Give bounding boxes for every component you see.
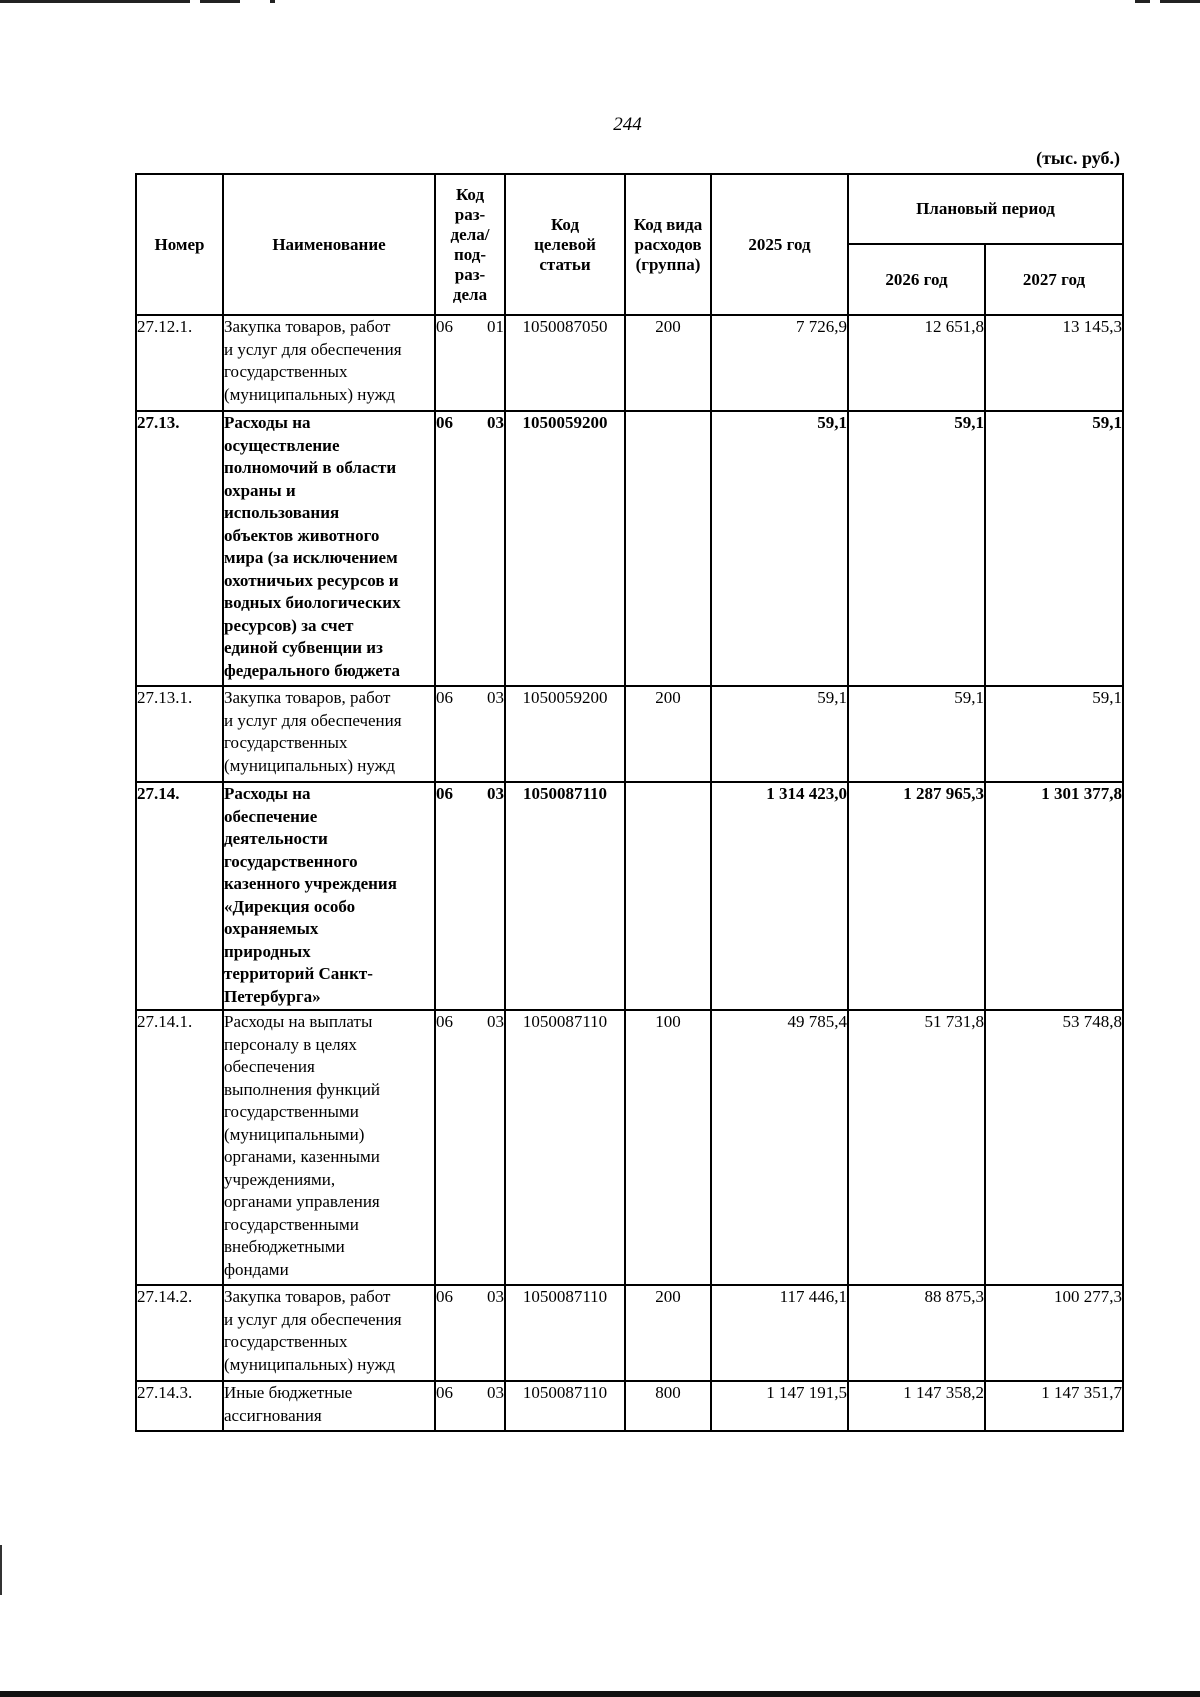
row-number: 27.14.1. <box>136 1010 223 1285</box>
row-value-2026: 88 875,3 <box>848 1285 985 1381</box>
table-row <box>136 315 1123 411</box>
row-subsection: 03 <box>487 413 504 432</box>
row-value-2025: 1 314 423,0 <box>711 782 848 1010</box>
row-number: 27.13. <box>136 411 223 686</box>
scan-edge-left <box>0 1545 2 1595</box>
row-value-2027: 13 145,3 <box>985 315 1123 411</box>
scan-edge-top <box>0 0 1200 3</box>
budget-table <box>135 173 1124 1432</box>
row-value-2026: 51 731,8 <box>848 1010 985 1285</box>
row-section-code <box>435 1010 505 1285</box>
row-subsection: 01 <box>487 317 504 336</box>
row-section-code <box>435 1285 505 1381</box>
header-article-code: Код целевой статьи <box>505 174 625 315</box>
header-section-code: Код раз- дела/ под- раз- дела <box>435 174 505 315</box>
row-name: Закупка товаров, работ и услуг для обеспечения государственных (муниципальных) нужд <box>223 315 435 411</box>
row-article-code: 1050087110 <box>505 1381 625 1431</box>
row-value-2026: 1 287 965,3 <box>848 782 985 1010</box>
row-section: 06 <box>436 688 453 707</box>
row-section: 06 <box>436 317 453 336</box>
row-value-2027: 1 147 351,7 <box>985 1381 1123 1431</box>
row-subsection: 03 <box>487 784 504 803</box>
row-section-code <box>435 315 505 411</box>
row-article-code: 1050087050 <box>505 315 625 411</box>
header-name: Наименование <box>223 174 435 315</box>
row-subsection: 03 <box>487 1383 504 1402</box>
header-number: Номер <box>136 174 223 315</box>
scan-edge-bottom <box>0 1691 1200 1697</box>
row-value-2025: 59,1 <box>711 686 848 782</box>
table-row <box>136 782 1123 1010</box>
row-section: 06 <box>436 413 453 432</box>
row-value-2027: 1 301 377,8 <box>985 782 1123 1010</box>
row-name: Расходы на осуществление полномочий в области охраны и использования объектов животного мира (за исключением охотничьих ресурсов и водных биологических ресурсов) за счет единой субвенции из федерального бюджета <box>223 411 435 686</box>
row-value-2026: 59,1 <box>848 686 985 782</box>
row-number: 27.14.3. <box>136 1381 223 1431</box>
row-article-code: 1050059200 <box>505 411 625 686</box>
row-name: Расходы на обеспечение деятельности государственного казенного учреждения «Дирекция особо охраняемых природных территорий Санкт- Петербурга» <box>223 782 435 1010</box>
row-value-2027: 59,1 <box>985 686 1123 782</box>
row-number: 27.13.1. <box>136 686 223 782</box>
row-expense-kind: 800 <box>625 1381 711 1431</box>
row-name: Закупка товаров, работ и услуг для обеспечения государственных (муниципальных) нужд <box>223 686 435 782</box>
row-value-2026: 12 651,8 <box>848 315 985 411</box>
row-article-code: 1050087110 <box>505 1285 625 1381</box>
row-section-code <box>435 1381 505 1431</box>
row-value-2025: 59,1 <box>711 411 848 686</box>
row-value-2026: 1 147 358,2 <box>848 1381 985 1431</box>
row-expense-kind: 200 <box>625 315 711 411</box>
row-subsection: 03 <box>487 1287 504 1306</box>
row-section-code <box>435 411 505 686</box>
row-section-code <box>435 686 505 782</box>
row-expense-kind: 200 <box>625 686 711 782</box>
header-expense-kind: Код вида расходов (группа) <box>625 174 711 315</box>
row-name: Расходы на выплаты персоналу в целях обеспечения выполнения функций государственными (муниципальными) органами, казенными учреждениями, органами управления государственными внебюджетными фондами <box>223 1010 435 1285</box>
row-article-code: 1050087110 <box>505 782 625 1010</box>
row-value-2025: 49 785,4 <box>711 1010 848 1285</box>
row-value-2027: 59,1 <box>985 411 1123 686</box>
page-number: 244 <box>613 114 642 135</box>
row-section: 06 <box>436 1012 453 1031</box>
row-expense-kind: 200 <box>625 1285 711 1381</box>
row-value-2025: 1 147 191,5 <box>711 1381 848 1431</box>
units-label: (тыс. руб.) <box>1036 148 1120 168</box>
header-planning-period: Плановый период <box>848 174 1123 244</box>
header-year-2025: 2025 год <box>711 174 848 315</box>
row-value-2025: 7 726,9 <box>711 315 848 411</box>
row-article-code: 1050087110 <box>505 1010 625 1285</box>
row-value-2025: 117 446,1 <box>711 1285 848 1381</box>
row-section: 06 <box>436 1383 453 1402</box>
row-subsection: 03 <box>487 688 504 707</box>
row-expense-kind: 100 <box>625 1010 711 1285</box>
row-value-2027: 53 748,8 <box>985 1010 1123 1285</box>
row-value-2026: 59,1 <box>848 411 985 686</box>
row-number: 27.14.2. <box>136 1285 223 1381</box>
table-row <box>136 1010 1123 1285</box>
table-row <box>136 411 1123 686</box>
row-expense-kind <box>625 411 711 686</box>
row-number: 27.12.1. <box>136 315 223 411</box>
table-row <box>136 1285 1123 1381</box>
row-name: Иные бюджетные ассигнования <box>223 1381 435 1431</box>
row-section-code <box>435 782 505 1010</box>
header-year-2027: 2027 год <box>985 244 1123 315</box>
row-section: 06 <box>436 1287 453 1306</box>
row-value-2027: 100 277,3 <box>985 1285 1123 1381</box>
table-row <box>136 686 1123 782</box>
table-row <box>136 1381 1123 1431</box>
row-number: 27.14. <box>136 782 223 1010</box>
row-section: 06 <box>436 784 453 803</box>
header-year-2026: 2026 год <box>848 244 985 315</box>
row-subsection: 03 <box>487 1012 504 1031</box>
row-name: Закупка товаров, работ и услуг для обеспечения государственных (муниципальных) нужд <box>223 1285 435 1381</box>
row-expense-kind <box>625 782 711 1010</box>
row-article-code: 1050059200 <box>505 686 625 782</box>
